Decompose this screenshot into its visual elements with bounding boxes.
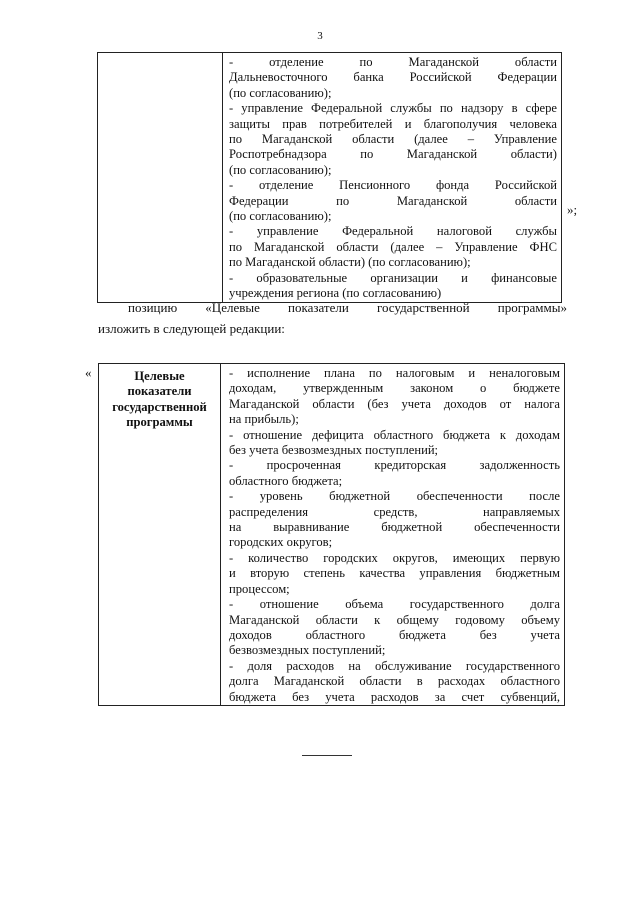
- table1-line: (по согласованию);: [229, 162, 332, 177]
- table2-line: и вторую степень качества управления бюджетным: [229, 566, 560, 581]
- target-indicators-table: [98, 363, 565, 706]
- table2-line: областного бюджета;: [229, 473, 343, 488]
- table2-header-cell: [99, 364, 221, 706]
- table2-line: распределения средств, направляемых: [229, 504, 560, 519]
- footer-rule: [302, 755, 352, 756]
- table2-line: на прибыль);: [229, 412, 299, 427]
- table1-left-cell: [98, 53, 223, 303]
- table1-line: (по согласованию);: [229, 85, 332, 100]
- table2-line: доходам, утвержденным законом о бюджете: [229, 381, 560, 396]
- table2-line: на выравнивание бюджетной обеспеченности: [229, 520, 560, 535]
- table1-line: - отделение по Магаданской области: [229, 55, 557, 69]
- page-number: 3: [317, 30, 323, 42]
- header-line: программы: [126, 415, 193, 430]
- table2-line: Магаданской области (без учета доходов от налога: [229, 396, 560, 411]
- table1-line: по Магаданской области (далее – Управление ФНС: [229, 239, 557, 254]
- table1-line: Федерации по Магаданской области: [229, 193, 557, 208]
- table1-line: учреждения региона (по согласованию): [229, 286, 442, 301]
- table2-line: Магаданской области к общему годовому объему: [229, 612, 560, 627]
- table2-line: - отношение объема государственного долга: [229, 597, 560, 612]
- table1-right-cell: [223, 53, 562, 303]
- table2-line: - просроченная кредиторская задолженность: [229, 458, 560, 473]
- table2-line: - доля расходов на обслуживание государственного: [229, 658, 560, 673]
- table1-line: (по согласованию);: [229, 209, 332, 224]
- table1-line: Дальневосточного банка Российской Федерации: [229, 70, 557, 85]
- table1-line: - образовательные организации и финансовые: [229, 270, 557, 285]
- header-line: государственной: [112, 399, 207, 414]
- table2-line: бюджета без учета расходов за счет субвенций,: [229, 689, 560, 704]
- header-line: показатели: [127, 384, 192, 399]
- table2-line: процессом;: [229, 581, 290, 596]
- table2-line: без учета безвозмездных поступлений;: [229, 443, 439, 458]
- table2-line: - отношение дефицита областного бюджета к доходам: [229, 427, 560, 442]
- table1-line: - отделение Пенсионного фонда Российской: [229, 178, 557, 193]
- table1-line: по Магаданской области (далее – Управление: [229, 132, 557, 147]
- continued-table: [97, 52, 562, 303]
- table2-line: городских округов;: [229, 535, 333, 550]
- table1-line: по Магаданской области) (по согласованию);: [229, 255, 471, 270]
- table2-line: доходов областного бюджета без учета: [229, 627, 560, 642]
- table2-line: - исполнение плана по налоговым и неналоговым: [229, 366, 560, 380]
- table2-line: долга Магаданской области в расходах областного: [229, 674, 560, 689]
- closing-quote: »;: [567, 202, 578, 217]
- table1-line: Роспотребнадзора по Магаданской области): [229, 147, 557, 162]
- table2-line: безвозмездных поступлений;: [229, 643, 386, 658]
- paragraph-line: изложить в следующей редакции:: [98, 321, 285, 336]
- header-line: Целевые: [134, 369, 185, 383]
- table1-line: - управление Федеральной службы по надзору в сфере: [229, 101, 557, 116]
- table2-content-cell: [221, 364, 565, 706]
- table2-line: - уровень бюджетной обеспеченности после: [229, 489, 560, 504]
- table1-line: - управление Федеральной налоговой службы: [229, 224, 557, 239]
- opening-quote: «: [85, 365, 92, 380]
- table2-line: - количество городских округов, имеющих первую: [229, 550, 560, 565]
- table1-line: защиты прав потребителей и благополучия человека: [229, 116, 557, 131]
- paragraph-line: позицию «Целевые показатели государственной программы»: [128, 300, 567, 315]
